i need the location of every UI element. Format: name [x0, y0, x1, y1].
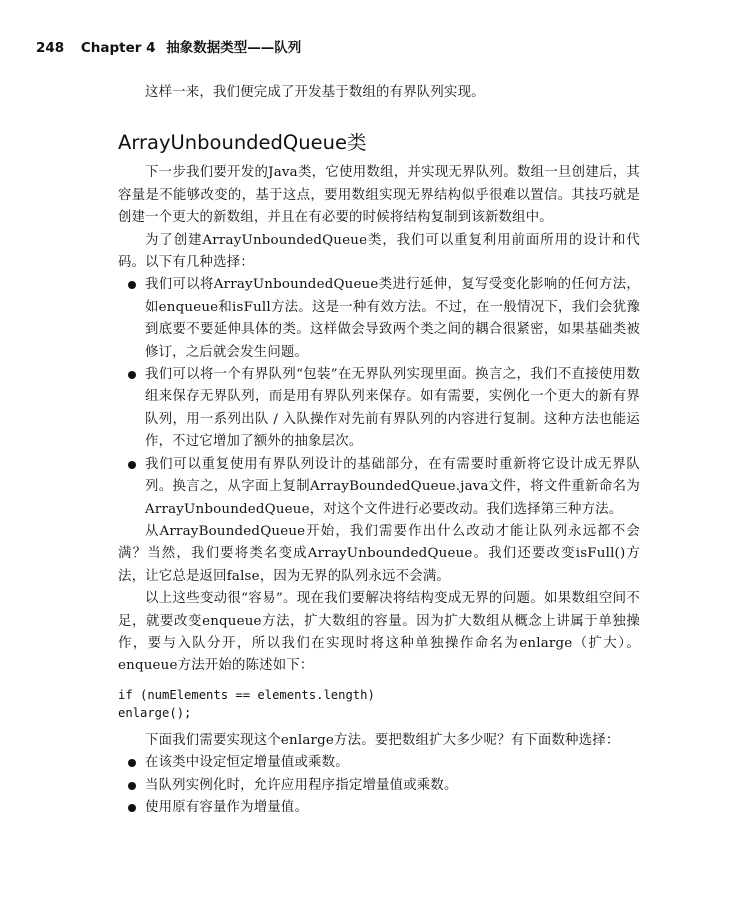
list-item [118, 775, 640, 797]
bullet-icon [128, 281, 136, 289]
list-item [118, 454, 640, 521]
bullet-icon [128, 804, 136, 812]
chapter-title: 抽象数据类型——队列 [166, 40, 302, 56]
list-item-text: 我们可以重复使用有界队列设计的基础部分，在有需要时重新将它设计成无界队列。换言之，从字面上复制ArrayBoundedQueue.java文件，将文件重新命名为ArrayUnboundedQueue，对这个文件进行必要改动。我们选择第三种方法。 [145, 456, 640, 517]
section-heading: ArrayUnboundedQueue类 [118, 131, 367, 155]
chapter-label: Chapter 4 [80, 40, 156, 56]
body-paragraph: 下面我们需要实现这个enlarge方法。要把数组扩大多少呢？有下面数种选择： [145, 732, 620, 748]
list-item-text: 当队列实例化时，允许应用程序指定增量值或乘数。 [145, 777, 458, 793]
list-item-text: 我们可以将一个有界队列“包装”在无界队列实现里面。换言之，我们不直接使用数组来保存无界队列，而是用有界队列来保存。如有需要，实例化一个更大的新有界队列，用一系列出队 / 入队操作对先前有界队列的内容进行复制。这种方法也能运作，不过它增加了额外的抽象层次。 [145, 367, 640, 450]
bullet-icon [128, 759, 136, 767]
body-paragraph: 下一步我们要开发的Java类，它使用数组，并实现无界队列。数组一旦创建后，其容量是不能够改变的，基于这点，要用数组实现无界结构似乎很难以置信。其技巧就是创建一个更大的新数组，并且在有必要的时候将结构复制到该新数组中。 [118, 165, 640, 226]
bullet-icon [128, 782, 136, 790]
code-block: if (numElements == elements.length) enlarge(); [118, 687, 375, 720]
body-paragraph: 为了创建ArrayUnboundedQueue类，我们可以重复利用前面所用的设计和代码。以下有几种选择： [118, 232, 640, 271]
list-item-text: 在该类中设定恒定增量值或乘数。 [145, 755, 349, 771]
page-body [118, 82, 640, 819]
running-head [36, 36, 301, 56]
bullet-icon [128, 371, 136, 379]
options-list [118, 274, 640, 520]
bullet-icon [128, 461, 136, 469]
list-item-text: 我们可以将ArrayUnboundedQueue类进行延伸，复写受变化影响的任何方法，如enqueue和isFull方法。这是一种有效方法。不过，在一般情况下，我们会犹豫到底要不要延伸具体的类。这样做会导致两个类之间的耦合很紧密，如果基础类被修订，之后就会发生问题。 [145, 277, 640, 360]
page-number: 248 [36, 40, 65, 56]
body-paragraph: 以上这些变动很“容易”。现在我们要解决将结构变成无界的问题。如果数组空间不足，就要改变enqueue方法，扩大数组的容量。因为扩大数组从概念上讲属于单独操作，要与入队分开，所以我们在实现时将这种单独操作命名为enlarge（扩大）。enqueue方法开始的陈述如下： [118, 591, 640, 674]
intro-paragraph: 这样一来，我们便完成了开发基于数组的有界队列实现。 [145, 85, 485, 100]
growth-choices-list [118, 752, 640, 819]
list-item [118, 364, 640, 454]
list-item-text: 使用原有容量作为增量值。 [145, 799, 309, 815]
list-item [118, 752, 640, 774]
list-item [118, 274, 640, 364]
list-item [118, 797, 640, 819]
body-paragraph: 从ArrayBoundedQueue开始，我们需要作出什么改动才能让队列永远都不会满？当然，我们要将类名变成ArrayUnboundedQueue。我们还要改变isFull()方法，让它总是返回false，因为无界的队列永远不会满。 [118, 523, 640, 584]
